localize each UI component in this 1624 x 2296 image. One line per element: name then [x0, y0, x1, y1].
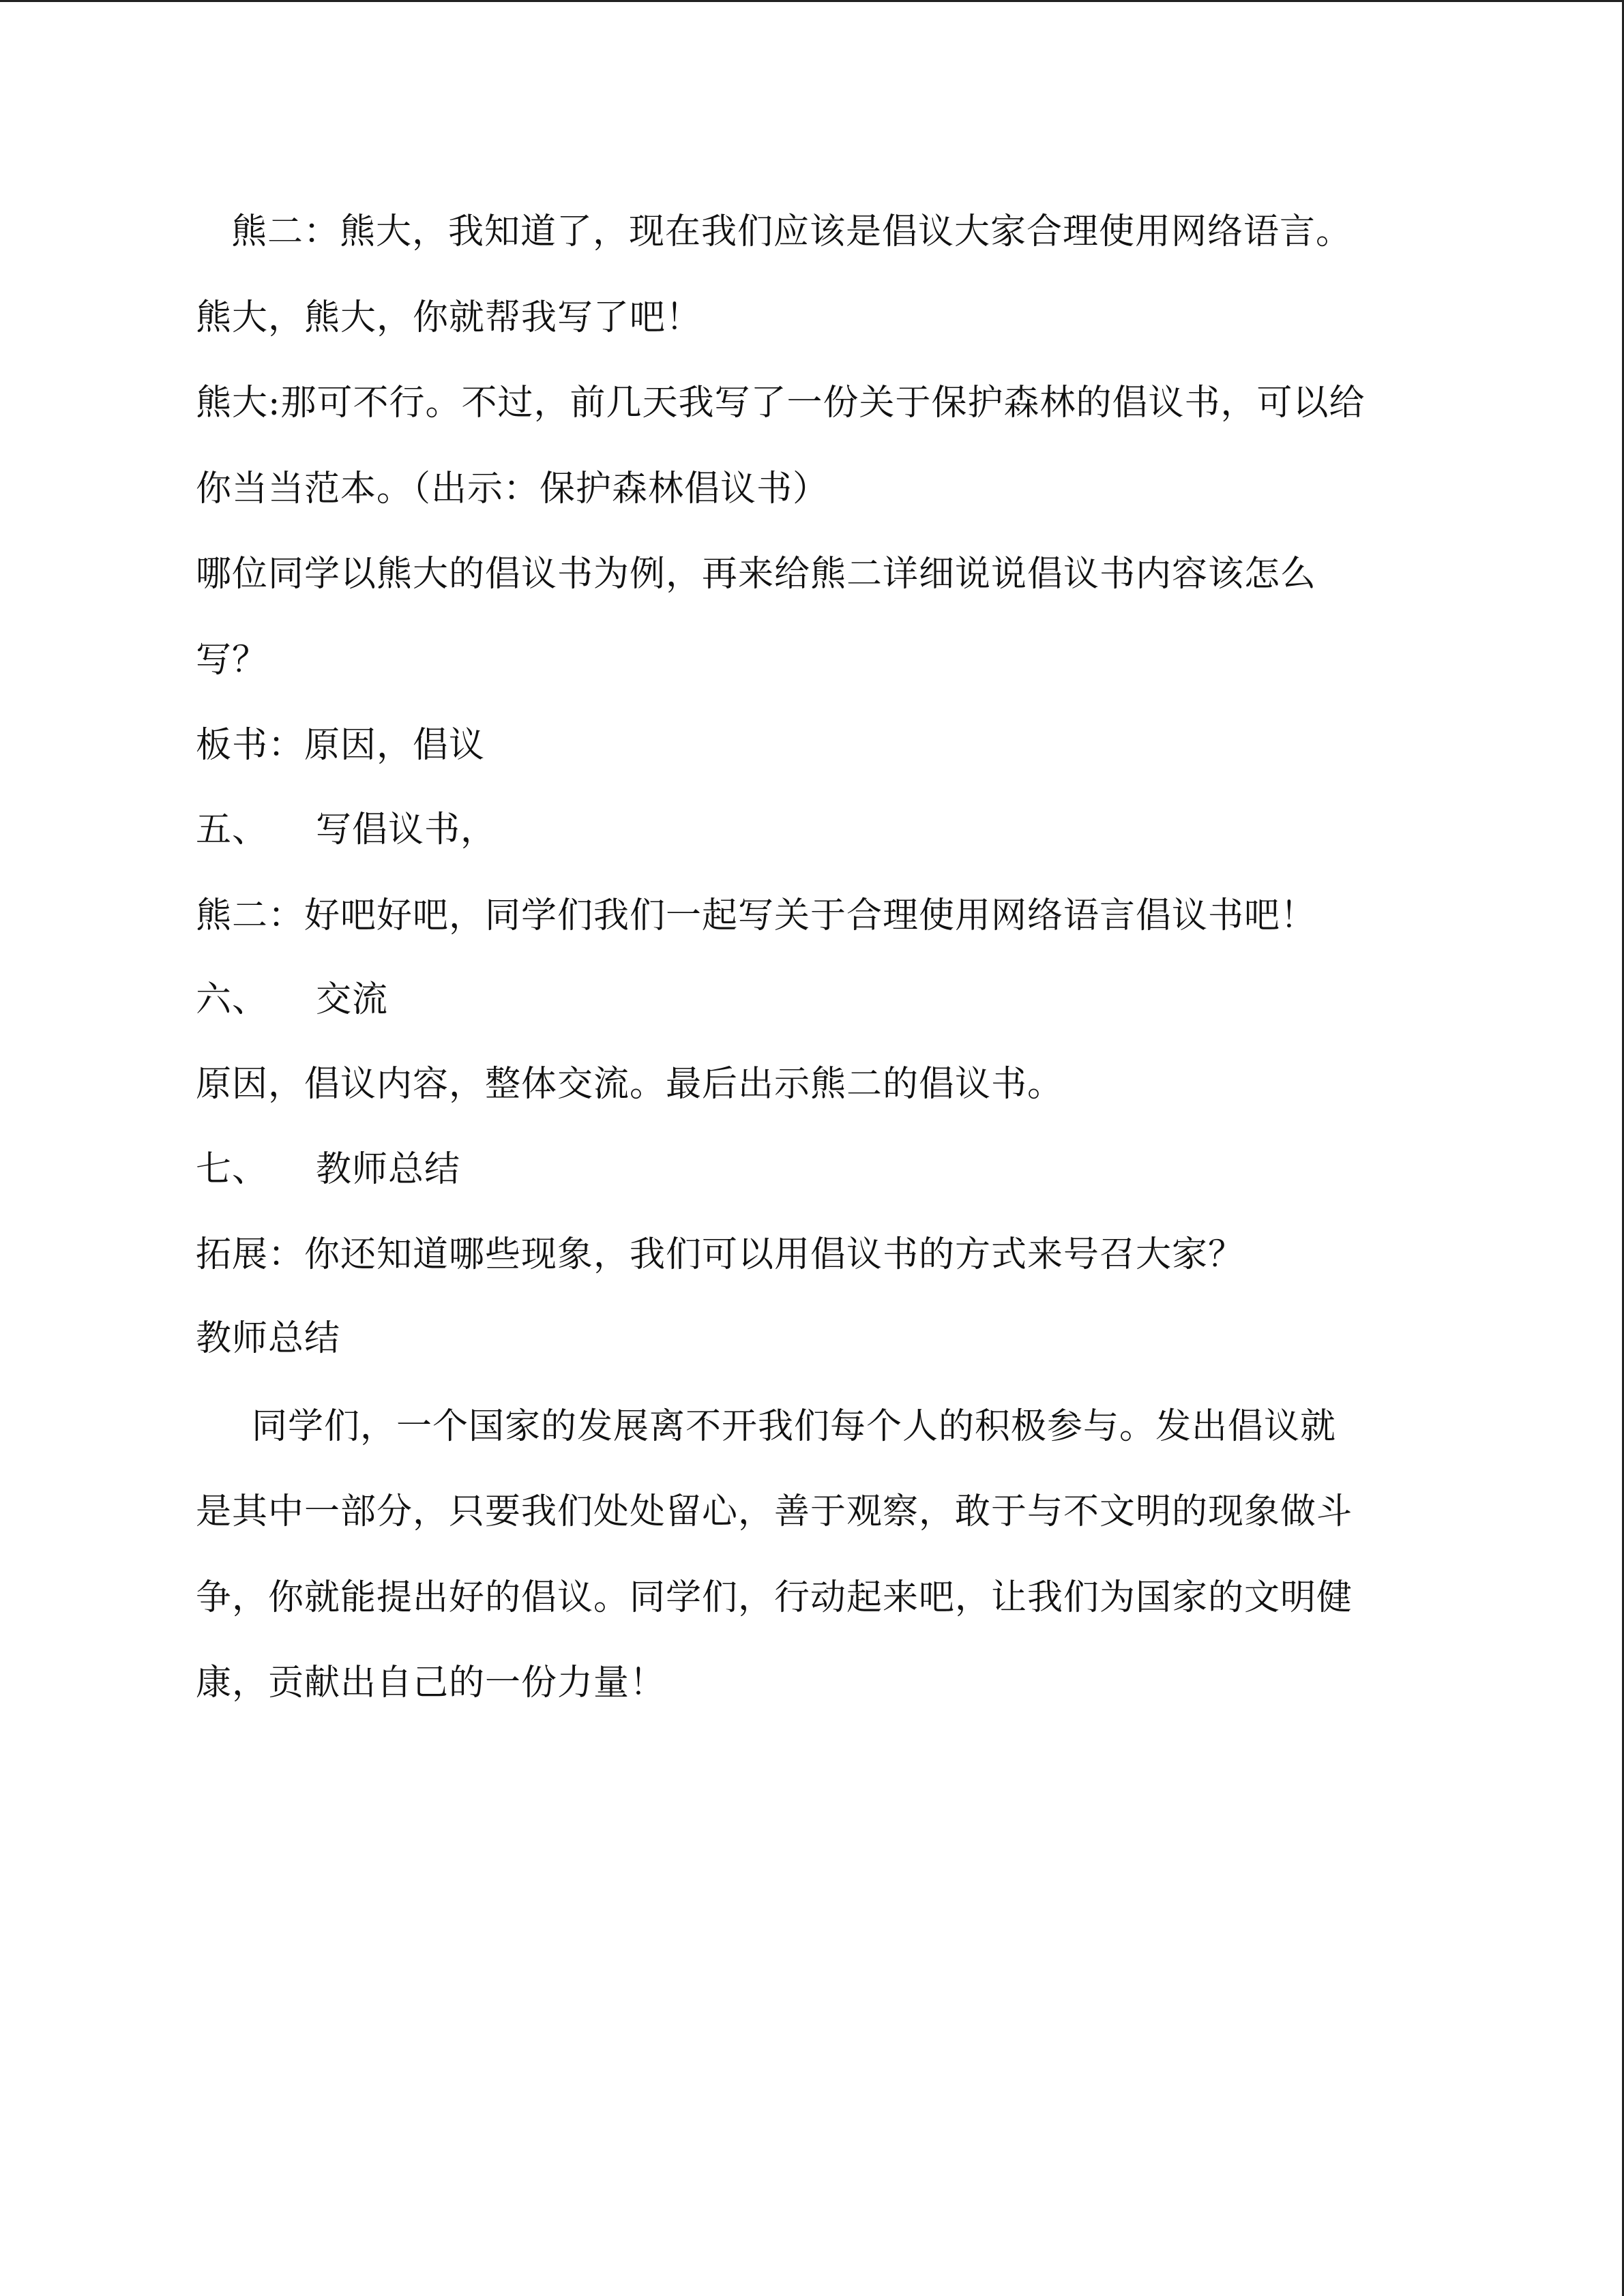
paragraph-line: 拓展：你还知道哪些现象，我们可以用倡议书的方式来号召大家？ [196, 1234, 1245, 1275]
paragraph-line: 教师总结 [196, 1318, 341, 1359]
section-heading-seven [196, 1149, 460, 1190]
section-heading-five [196, 809, 497, 850]
paragraph-line: 写？ [196, 640, 269, 681]
section-title: 交流 [316, 979, 389, 1020]
paragraph-line: 是其中一部分，只要我们处处留心，善于观察，敢于与不文明的现象做斗 [196, 1491, 1353, 1532]
paragraph-line: 熊大，熊大，你就帮我写了吧！ [196, 297, 703, 338]
section-title: 教师总结 [316, 1149, 461, 1190]
section-number: 七、 [196, 1149, 269, 1190]
paragraph-line: 哪位同学以熊大的倡议书为例，再来给熊二详细说说倡议书内容该怎么 [196, 554, 1317, 595]
section-title: 写倡议书， [316, 809, 497, 850]
board-notes-line: 板书：原因，倡议 [196, 725, 486, 766]
paragraph-line: 原因，倡议内容，整体交流。最后出示熊二的倡议书。 [196, 1064, 1064, 1105]
section-number: 六、 [196, 979, 269, 1020]
section-number: 五、 [196, 809, 269, 850]
paragraph-line: 康，贡献出自己的一份力量！ [196, 1663, 666, 1703]
paragraph-line: 熊二：好吧好吧，同学们我们一起写关于合理使用网络语言倡议书吧！ [196, 895, 1317, 936]
paragraph-line: 争，你就能提出好的倡议。同学们，行动起来吧，让我们为国家的文明健 [196, 1577, 1353, 1618]
paragraph-line: 熊大:那可不行。不过，前几天我写了一份关于保护森林的倡议书，可以给 [196, 383, 1365, 423]
paragraph-line: 同学们，一个国家的发展离不开我们每个人的积极参与。发出倡议就 [252, 1406, 1337, 1447]
section-heading-six [196, 979, 388, 1020]
page-border-top [0, 0, 1624, 2]
paragraph-line: 熊二：熊大，我知道了，现在我们应该是倡议大家合理使用网络语言。 [231, 211, 1353, 252]
paragraph-line: 你当当范本。（出示：保护森林倡议书） [196, 468, 829, 509]
